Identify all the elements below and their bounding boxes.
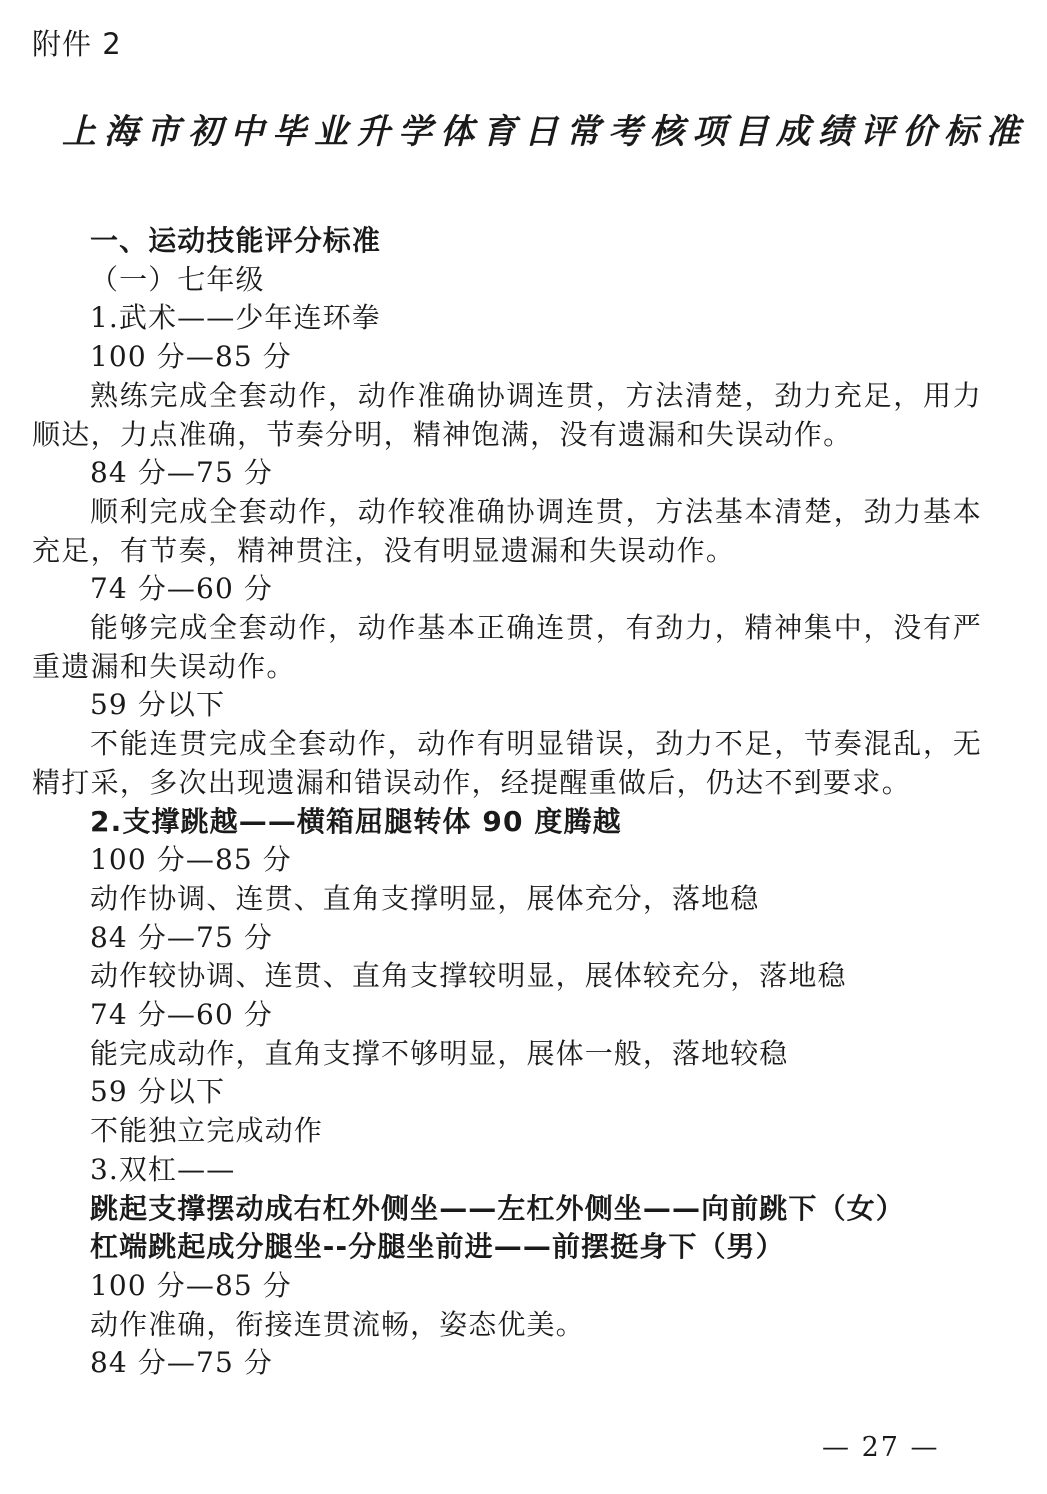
criteria-text: 动作较协调、连贯、直角支撑较明显，展体较充分，落地稳 [90,959,847,993]
criteria-text: 熟练完成全套动作，动作准确协调连贯，方法清楚，劲力充足，用力顺达，力点准确，节奏分明，精神饱满，没有遗漏和失误动作。 [32,378,982,451]
item-subheading: 跳起支撑摆动成右杠外侧坐——左杠外侧坐——向前跳下（女） [90,1191,905,1225]
criteria-text: 动作协调、连贯、直角支撑明显，展体充分，落地稳 [90,881,760,915]
item-subheading: 杠端跳起成分腿坐--分腿坐前进——前摆挺身下（男） [90,1230,785,1264]
score-range: 59 分以下 [90,688,226,722]
score-range: 84 分—75 分 [90,1346,273,1380]
document-title: 上海市初中毕业升学体育日常考核项目成绩评价标准 [62,112,1028,152]
score-range: 74 分—60 分 [90,998,273,1032]
criteria-text: 顺利完成全套动作，动作较准确协调连贯，方法基本清楚，劲力基本充足，有节奏，精神贯注，没有明显遗漏和失误动作。 [32,494,982,567]
section-heading: 一、运动技能评分标准 [90,224,382,257]
item-heading: 1.武术——少年连环拳 [90,301,381,335]
score-range: 74 分—60 分 [90,572,273,606]
score-range: 59 分以下 [90,1075,226,1109]
document-body [32,222,982,1383]
score-range: 100 分—85 分 [90,1268,292,1302]
criteria-text: 不能连贯完成全套动作，动作有明显错误，劲力不足，节奏混乱，无精打采，多次出现遗漏和错误动作，经提醒重做后，仍达不到要求。 [32,727,982,799]
criteria-text: 不能独立完成动作 [90,1114,323,1148]
attachment-label: 附件 2 [32,27,122,61]
criteria-text: 能够完成全套动作，动作基本正确连贯，有劲力，精神集中，没有严重遗漏和失误动作。 [32,611,982,683]
score-range: 100 分—85 分 [90,340,292,374]
criteria-text: 能完成动作，直角支撑不够明显，展体一般，落地较稳 [90,1036,789,1070]
item-heading: 2.支撑跳越——横箱屈腿转体 90 度腾越 [90,804,622,838]
score-range: 84 分—75 分 [90,456,273,490]
score-range: 84 分—75 分 [90,920,273,954]
page-number: — 27 — [822,1432,940,1463]
item-heading: 3.双杠—— [90,1152,236,1186]
grade-heading: （一）七年级 [90,262,265,296]
criteria-text: 动作准确，衔接连贯流畅，姿态优美。 [90,1307,585,1341]
score-range: 100 分—85 分 [90,843,292,877]
